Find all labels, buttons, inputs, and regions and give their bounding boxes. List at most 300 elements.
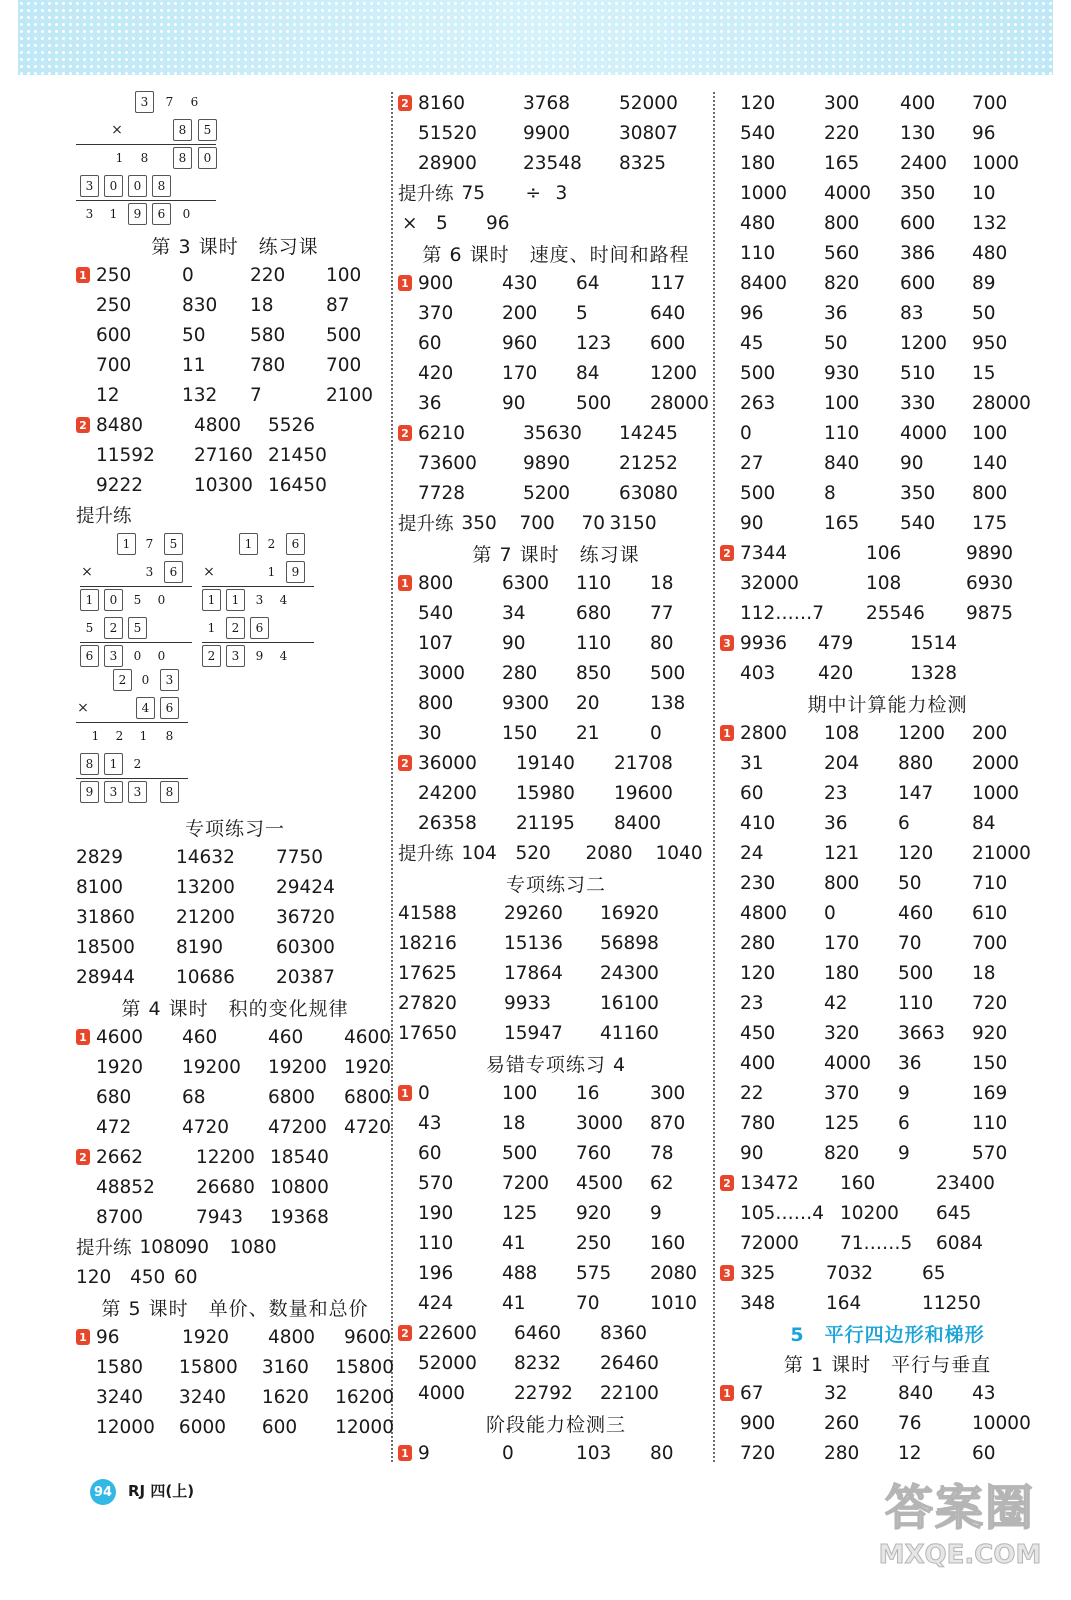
question-number: 3: [720, 1265, 734, 1281]
answer-row: [76, 380, 394, 410]
boxed-digit: 1: [117, 533, 136, 555]
answer-value: 75: [461, 182, 486, 204]
answer-value: 17864: [504, 962, 563, 984]
answer-value: 12000: [335, 1416, 394, 1438]
marker-spacer: [398, 155, 412, 171]
answer-value: 110: [740, 242, 776, 264]
vertical-calc-row: [76, 144, 216, 172]
answer-value: 32000: [740, 572, 799, 594]
answer-row: [720, 1228, 1055, 1258]
answer-value: 21195: [516, 812, 575, 834]
answer-value: 500: [502, 1142, 538, 1164]
vertical-multiplication-pair: [76, 530, 394, 663]
answer-value: 325: [740, 1262, 776, 1284]
answer-value: 90: [502, 392, 526, 414]
answer-value: 150: [972, 1052, 1008, 1074]
answer-row: [398, 448, 714, 478]
answer-row: [720, 208, 1055, 238]
answer-value: 12200: [196, 1146, 255, 1168]
answer-value: 6: [898, 1112, 910, 1134]
digit: 1: [109, 207, 118, 221]
answer-value: 2400: [900, 152, 948, 174]
answer-value: 28900: [418, 152, 477, 174]
vertical-calc-row: [80, 586, 192, 614]
answer-row: [398, 778, 714, 808]
answer-row: [720, 1258, 1055, 1288]
answer-row: [398, 148, 714, 178]
answer-row: [398, 598, 714, 628]
answer-row: [76, 1202, 394, 1232]
answer-row: [720, 808, 1055, 838]
answer-value: 12: [96, 384, 120, 406]
answer-value: 1010: [650, 1292, 698, 1314]
answer-row: [76, 1052, 394, 1082]
answer-row: [398, 268, 714, 298]
answer-value: 1200: [900, 332, 948, 354]
boxed-digit: 9: [128, 203, 147, 225]
answer-row: [76, 260, 394, 290]
answer-value: 204: [824, 752, 860, 774]
answer-value: 6000: [178, 1416, 227, 1438]
marker-spacer: [720, 755, 734, 771]
answer-value: 500: [740, 362, 776, 384]
marker-spacer: [398, 305, 412, 321]
answer-value: 3150: [609, 512, 657, 534]
answer-value: 13472: [740, 1172, 799, 1194]
answer-value: 52000: [619, 92, 678, 114]
answer-value: 430: [502, 272, 538, 294]
answer-value: 2829: [76, 846, 124, 868]
answer-value: 780: [250, 354, 286, 376]
answer-row: [720, 718, 1055, 748]
answer-value: 920: [972, 1022, 1008, 1044]
answer-value: 28000: [650, 392, 709, 414]
marker-spacer: [720, 905, 734, 921]
answer-column-3: [720, 88, 1055, 1468]
answer-value: 24300: [600, 962, 659, 984]
marker-spacer: [398, 1145, 412, 1161]
answer-value: 6800: [344, 1086, 392, 1108]
answer-value: 7200: [502, 1172, 550, 1194]
answer-value: 9300: [502, 692, 550, 714]
answer-value: 11250: [922, 1292, 981, 1314]
answer-value: 700: [519, 512, 555, 534]
answer-value: 960: [502, 332, 538, 354]
calc-rule: [80, 586, 192, 587]
answer-value: 9900: [523, 122, 571, 144]
extension-label: 提升练: [76, 1238, 132, 1259]
digit: 4: [279, 593, 288, 607]
boxed-digit: 8: [160, 781, 179, 803]
marker-spacer: [76, 357, 90, 373]
answer-value: 7032: [826, 1262, 874, 1284]
answer-value: 164: [826, 1292, 862, 1314]
answer-value: 175: [972, 512, 1008, 534]
answer-value: 570: [418, 1172, 454, 1194]
answer-value: 780: [740, 1112, 776, 1134]
answer-value: 103: [576, 1442, 612, 1464]
answer-value: 1080: [139, 1236, 187, 1258]
answer-value: 220: [824, 122, 860, 144]
answer-value: 18540: [270, 1146, 329, 1168]
answer-value: 52000: [418, 1352, 477, 1374]
answer-value: 10800: [270, 1176, 329, 1198]
answer-value: 500: [576, 392, 612, 414]
extension-label: 提升练: [398, 514, 454, 535]
vertical-calc-row: [76, 116, 216, 144]
answer-value: 16450: [268, 474, 327, 496]
answer-value: 19600: [614, 782, 673, 804]
boxed-digit: 2: [226, 617, 245, 639]
answer-row: [398, 358, 714, 388]
answer-value: 520: [515, 842, 551, 864]
marker-spacer: [76, 1059, 90, 1075]
answer-row: [76, 962, 394, 992]
answer-value: 403: [740, 662, 776, 684]
answer-value: 30: [418, 722, 442, 744]
boxed-digit: 3: [80, 175, 99, 197]
answer-value: 870: [650, 1112, 686, 1134]
boxed-digit: 0: [104, 589, 123, 611]
digit: 2: [115, 729, 124, 743]
digit: 1: [267, 565, 276, 579]
marker-spacer: [398, 335, 412, 351]
answer-value: 700: [972, 932, 1008, 954]
marker-spacer: [398, 1295, 412, 1311]
answer-value: 120: [740, 92, 776, 114]
question-number: 1: [720, 1385, 734, 1401]
extension-label: 提升练: [398, 184, 454, 205]
answer-value: 65: [922, 1262, 946, 1284]
answer-value: 130: [900, 122, 936, 144]
marker-spacer: [76, 1359, 90, 1375]
answer-value: 22792: [514, 1382, 573, 1404]
answer-value: 410: [740, 812, 776, 834]
answer-value: 4800: [740, 902, 788, 924]
answer-value: 2080: [650, 1262, 698, 1284]
digit: 0: [141, 673, 150, 687]
answer-value: 15800: [178, 1356, 238, 1378]
answer-value: 1620: [261, 1386, 309, 1408]
answer-value: 1328: [910, 662, 958, 684]
answer-value: 160: [840, 1172, 876, 1194]
answer-value: 25546: [866, 602, 925, 624]
marker-spacer: [720, 935, 734, 951]
answer-value: 8160: [418, 92, 466, 114]
answer-value: 6300: [502, 572, 550, 594]
watermark-logo: [875, 1478, 1045, 1588]
digit: 2: [133, 757, 142, 771]
calc-rule: [202, 642, 314, 643]
answer-value: 4600: [96, 1026, 144, 1048]
answer-value: 7750: [276, 846, 324, 868]
answer-row: [398, 508, 714, 538]
answer-value: 680: [96, 1086, 132, 1108]
answer-row: [76, 902, 394, 932]
answer-value: 26680: [196, 1176, 255, 1198]
answer-value: 850: [576, 662, 612, 684]
answer-row: [720, 238, 1055, 268]
answer-row: [76, 1412, 394, 1442]
answer-value: 18: [250, 294, 274, 316]
answer-row: [720, 298, 1055, 328]
answer-row: [76, 440, 394, 470]
extension-heading: [76, 500, 394, 530]
answer-value: 460: [182, 1026, 218, 1048]
marker-spacer: [398, 695, 412, 711]
answer-row: [720, 898, 1055, 928]
answer-row: [398, 838, 714, 868]
answer-value: 100: [824, 392, 860, 414]
section-heading: 第 7 课时 练习课: [472, 543, 640, 566]
answer-value: 510: [900, 362, 936, 384]
marker-spacer: [398, 1355, 412, 1371]
answer-value: 600: [900, 272, 936, 294]
boxed-digit: 3: [160, 669, 179, 691]
section-heading: 5 平行四边形和梯形: [790, 1323, 985, 1346]
marker-spacer: [398, 1235, 412, 1251]
answer-value: 26460: [600, 1352, 659, 1374]
answer-value: 19140: [516, 752, 575, 774]
answer-value: 488: [502, 1262, 538, 1284]
answer-value: 32: [824, 1382, 848, 1404]
marker-spacer: [76, 447, 90, 463]
boxed-digit: 6: [286, 533, 305, 555]
answer-value: 112……7: [740, 602, 825, 624]
answer-value: 4600: [344, 1026, 392, 1048]
answer-value: 160: [650, 1232, 686, 1254]
answer-value: 107: [418, 632, 454, 654]
answer-value: 820: [824, 1142, 860, 1164]
marker-spacer: [398, 1385, 412, 1401]
answer-value: 575: [576, 1262, 612, 1284]
boxed-digit: 8: [80, 753, 99, 775]
answer-value: 800: [824, 212, 860, 234]
answer-value: 350: [900, 182, 936, 204]
digit: 5: [85, 621, 94, 635]
marker-spacer: [398, 365, 412, 381]
answer-row: [720, 778, 1055, 808]
answer-value: 1200: [650, 362, 698, 384]
vertical-calc-row: [202, 614, 314, 642]
answer-value: 14245: [619, 422, 678, 444]
boxed-digit: 9: [286, 561, 305, 583]
answer-value: 6084: [936, 1232, 984, 1254]
answer-row: [76, 842, 394, 872]
answer-value: 29260: [504, 902, 563, 924]
section-heading: 第 5 课时 单价、数量和总价: [101, 1297, 369, 1320]
answer-row: [398, 988, 714, 1018]
answer-value: 230: [740, 872, 776, 894]
answer-value: 800: [824, 872, 860, 894]
answer-value: 5200: [523, 482, 571, 504]
question-number: 1: [398, 1085, 412, 1101]
answer-value: 600: [900, 212, 936, 234]
section-heading: 第 4 课时 积的变化规律: [121, 997, 349, 1020]
answer-row: [398, 88, 714, 118]
answer-value: 50: [898, 872, 922, 894]
answer-value: 5: [576, 302, 588, 324]
answer-value: 370: [824, 1082, 860, 1104]
answer-value: 108: [824, 722, 860, 744]
answer-row: [398, 298, 714, 328]
answer-value: 20: [576, 692, 600, 714]
marker-spacer: [398, 485, 412, 501]
answer-value: 77: [650, 602, 674, 624]
answer-row: [398, 928, 714, 958]
answer-value: 125: [502, 1202, 538, 1224]
answer-row: [76, 320, 394, 350]
vertical-multiplication: [80, 530, 192, 663]
answer-value: 110: [576, 572, 612, 594]
answer-value: 27160: [194, 444, 253, 466]
answer-value: 90: [740, 1142, 764, 1164]
answer-value: 1580: [96, 1356, 144, 1378]
answer-row: [720, 958, 1055, 988]
answer-row: [720, 1408, 1055, 1438]
answer-row: [720, 838, 1055, 868]
answer-row: [398, 898, 714, 928]
answer-value: 4000: [824, 1052, 872, 1074]
answer-value: 610: [972, 902, 1008, 924]
marker-spacer: [720, 815, 734, 831]
answer-value: 4800: [268, 1326, 316, 1348]
answer-value: 89: [972, 272, 996, 294]
answer-value: 180: [824, 962, 860, 984]
section-heading: 易错专项练习 4: [485, 1053, 627, 1076]
answer-row: [76, 1172, 394, 1202]
answer-value: 22100: [600, 1382, 659, 1404]
answer-value: 19200: [268, 1056, 327, 1078]
answer-value: 110: [418, 1232, 454, 1254]
digit: 0: [133, 649, 142, 663]
times-sign: ×: [203, 564, 215, 580]
answer-value: 47200: [268, 1116, 327, 1138]
marker-spacer: [398, 1175, 412, 1191]
answer-value: 1080: [229, 1236, 277, 1258]
marker-spacer: [720, 1295, 734, 1311]
answer-value: 6930: [966, 572, 1014, 594]
answer-value: 100: [326, 264, 362, 286]
answer-value: 36: [824, 302, 848, 324]
answer-value: 1920: [96, 1056, 144, 1078]
answer-row: [720, 928, 1055, 958]
boxed-digit: 2: [113, 669, 132, 691]
boxed-digit: 0: [128, 175, 147, 197]
marker-spacer: [76, 1089, 90, 1105]
answer-value: 50: [182, 324, 206, 346]
answer-value: 70: [898, 932, 922, 954]
answer-value: 29424: [276, 876, 335, 898]
question-number: 1: [398, 1445, 412, 1461]
answer-value: 138: [650, 692, 686, 714]
calc-rule: [80, 642, 192, 643]
answer-value: 3160: [261, 1356, 309, 1378]
answer-value: 560: [824, 242, 860, 264]
answer-value: 720: [972, 992, 1008, 1014]
answer-row: [720, 1198, 1055, 1228]
answer-value: 280: [740, 932, 776, 954]
answer-value: 400: [740, 1052, 776, 1074]
answer-value: 479: [818, 632, 854, 654]
answer-value: 424: [418, 1292, 454, 1314]
vertical-calc-row: [76, 172, 216, 200]
marker-spacer: [398, 1205, 412, 1221]
answer-row: [398, 808, 714, 838]
answer-value: 4000: [900, 422, 948, 444]
answer-value: 220: [250, 264, 286, 286]
calc-rule: [202, 586, 314, 587]
answer-value: 250: [576, 1232, 612, 1254]
question-number: 2: [398, 425, 412, 441]
answer-value: 2800: [740, 722, 788, 744]
marker-spacer: [76, 1389, 90, 1405]
answer-column-2: [398, 88, 714, 1468]
answer-value: ×: [402, 212, 418, 234]
boxed-digit: 5: [164, 533, 183, 555]
digit: 1: [139, 729, 148, 743]
question-number: 1: [76, 267, 90, 283]
answer-value: 9600: [344, 1326, 392, 1348]
answer-value: 16920: [600, 902, 659, 924]
answer-value: 370: [418, 302, 454, 324]
digit: 8: [165, 729, 174, 743]
boxed-digit: 6: [160, 697, 179, 719]
answer-value: 90: [900, 452, 924, 474]
answer-value: 348: [740, 1292, 776, 1314]
marker-spacer: [398, 1115, 412, 1131]
answer-value: 110: [576, 632, 612, 654]
marker-spacer: [720, 1415, 734, 1431]
answer-value: 96: [96, 1326, 120, 1348]
watermark-bottom: MXQE.COM: [878, 1540, 1042, 1570]
answer-value: 2000: [972, 752, 1020, 774]
answer-value: 12: [898, 1442, 922, 1464]
answer-value: 460: [268, 1026, 304, 1048]
answer-row: [76, 1322, 394, 1352]
boxed-digit: 4: [136, 697, 155, 719]
marker-spacer: [720, 965, 734, 981]
answer-value: 50: [972, 302, 996, 324]
answer-row: [76, 1022, 394, 1052]
answer-value: 4000: [824, 182, 872, 204]
vertical-multiplication: [76, 88, 216, 230]
answer-value: 9875: [966, 602, 1014, 624]
answer-value: 78: [650, 1142, 674, 1164]
answer-row: [398, 1198, 714, 1228]
answer-value: 23400: [936, 1172, 995, 1194]
answer-value: 28944: [76, 966, 135, 988]
answer-value: 5: [436, 212, 448, 234]
vertical-calc-row: [76, 88, 216, 116]
answer-value: 62: [650, 1172, 674, 1194]
answer-value: 800: [418, 572, 454, 594]
answer-value: 16100: [600, 992, 659, 1014]
answer-value: 70: [581, 512, 606, 534]
answer-row: [76, 470, 394, 500]
marker-spacer: [720, 875, 734, 891]
answer-row: [720, 268, 1055, 298]
answer-row: [720, 1168, 1055, 1198]
answer-value: 3240: [96, 1386, 144, 1408]
answer-value: 22600: [418, 1322, 477, 1344]
answer-value: 42: [824, 992, 848, 1014]
answer-value: 120: [898, 842, 934, 864]
marker-spacer: [76, 1179, 90, 1195]
answer-value: 68: [182, 1086, 206, 1108]
vertical-calc-row: [202, 558, 314, 586]
answer-value: 0: [650, 722, 662, 744]
